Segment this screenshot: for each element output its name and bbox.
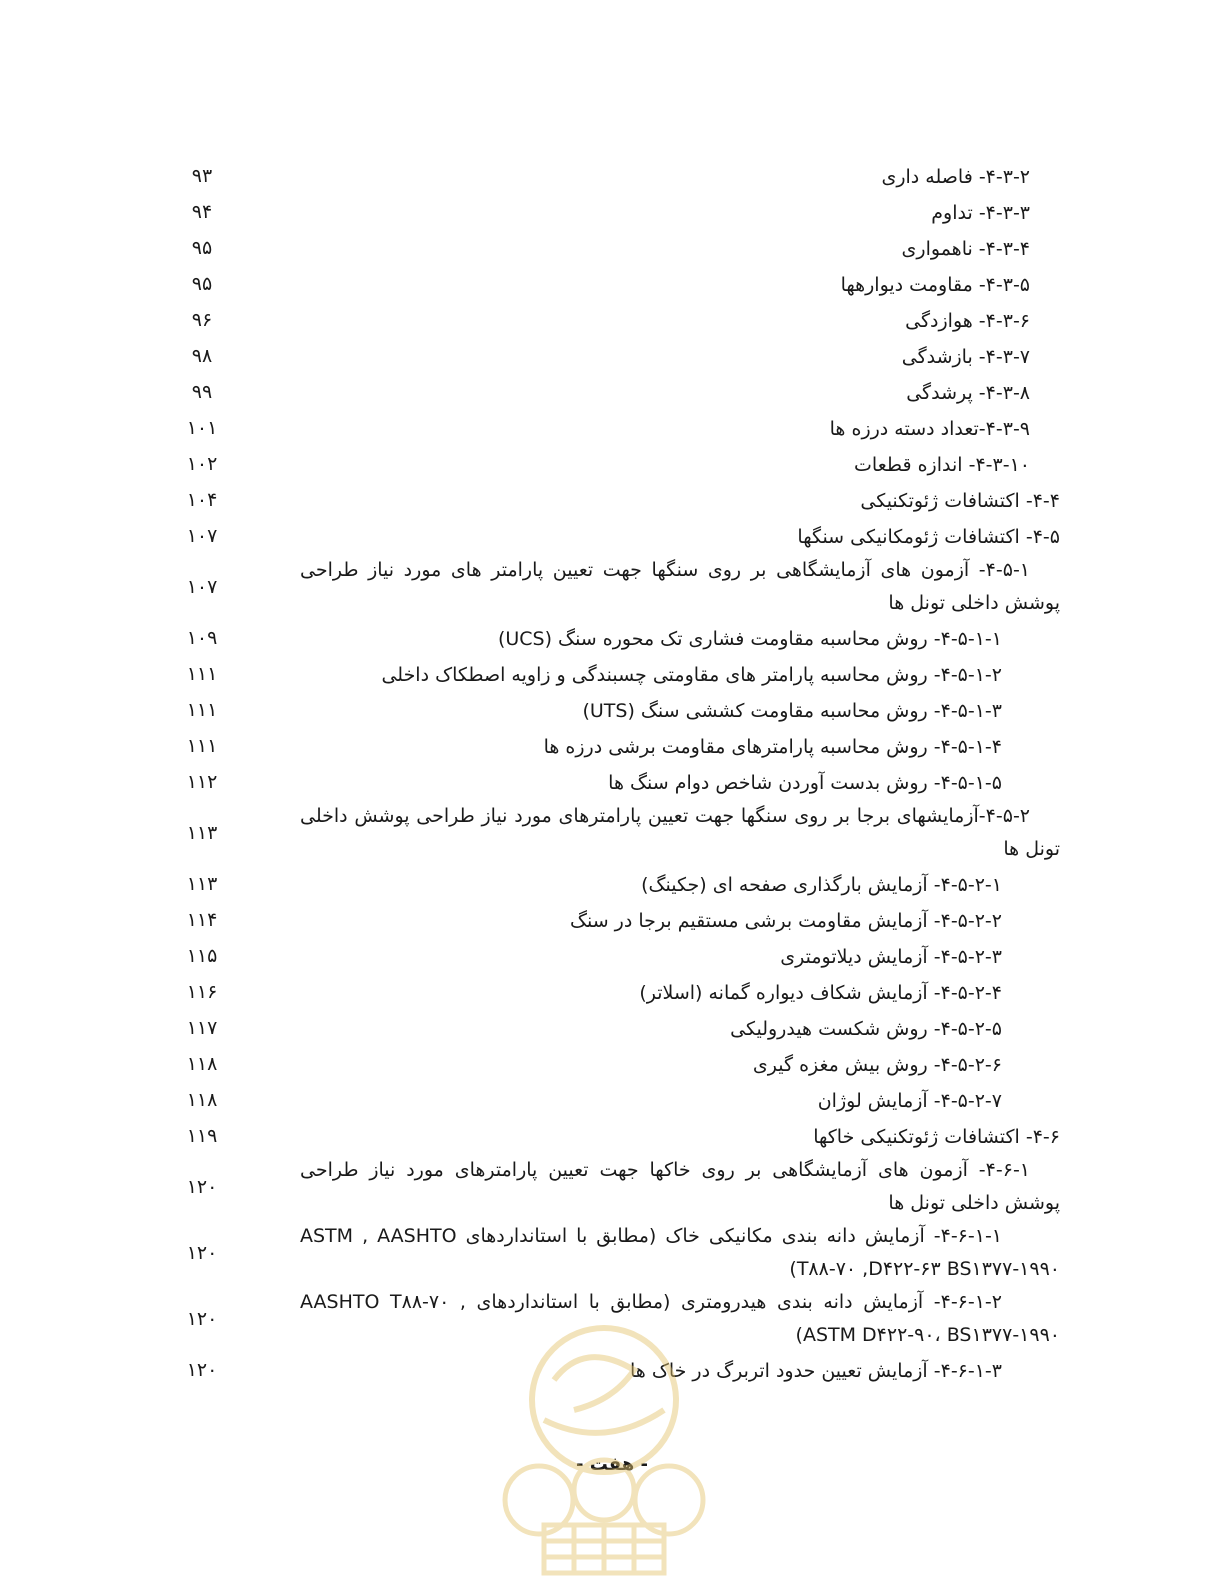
toc-entry-title: ۴-۳-۴- ناهمواری xyxy=(901,238,1030,260)
toc-entry-page-number: ۱۲۰ xyxy=(186,1308,218,1330)
toc-row xyxy=(180,1082,1060,1118)
toc-entry-page-number: ۱۱۱ xyxy=(186,735,218,757)
toc-row xyxy=(180,338,1060,374)
toc-entry-page-number: ۱۱۷ xyxy=(186,1017,218,1039)
toc-entry-page-number: ۱۲۰ xyxy=(186,1176,218,1198)
toc-entry-page-number: ۹۵ xyxy=(191,273,213,295)
toc-entry-page-number: ۹۳ xyxy=(191,165,213,187)
toc-row xyxy=(180,446,1060,482)
toc-entry-page-number: ۱۲۰ xyxy=(186,1242,218,1264)
toc-entry-page-number: ۱۱۳ xyxy=(186,822,218,844)
toc-row xyxy=(180,518,1060,554)
toc-entry-title: ۴-۳-۹-تعداد دسته درزه ها xyxy=(829,418,1030,440)
toc-row xyxy=(180,1352,1060,1388)
toc-entry-title: ۴-۵-۱-۴- روش محاسبه پارامترهای مقاومت برشی درزه ها xyxy=(543,736,1002,758)
toc-row xyxy=(180,974,1060,1010)
toc-entry-title: ۴-۶-۱- آزمون های آزمایشگاهی بر روی خاکها جهت تعیین پارامترهای مورد نیاز طراحی پوشش داخلی تونل ها xyxy=(300,1159,1060,1214)
toc-entry-title: ۴-۴- اکتشافات ژئوتکنیکی xyxy=(860,490,1060,512)
toc-entry-title: ۴-۵-۱-۵- روش بدست آوردن شاخص دوام سنگ ها xyxy=(608,772,1002,794)
toc-row xyxy=(180,1010,1060,1046)
toc-row xyxy=(180,620,1060,656)
toc-entry-page-number: ۱۲۰ xyxy=(186,1359,218,1381)
toc-row xyxy=(180,692,1060,728)
toc-row xyxy=(180,230,1060,266)
toc-entry-page-number: ۱۱۸ xyxy=(186,1053,218,1075)
table-of-contents xyxy=(180,158,1060,1388)
toc-entry-title: ۴-۵-۱-۲- روش محاسبه پارامتر های مقاومتی چسبندگی و زاویه اصطکاک داخلی xyxy=(381,664,1002,686)
toc-entry-title: ۴-۳-۸- پرشدگی xyxy=(906,382,1030,404)
toc-row xyxy=(180,554,1060,620)
toc-row xyxy=(180,902,1060,938)
toc-entry-title: ۴-۶-۱-۳- آزمایش تعیین حدود اتربرگ در خاک ها xyxy=(629,1360,1002,1382)
toc-entry-page-number: ۱۰۴ xyxy=(186,489,218,511)
toc-entry-title: ۴-۵-۱- آزمون های آزمایشگاهی بر روی سنگها جهت تعیین پارامتر های مورد نیاز طراحی پوشش داخلی تونل ها xyxy=(300,559,1060,614)
toc-entry-title: ۴-۵-۱-۳- روش محاسبه مقاومت کششی سنگ (UTS) xyxy=(582,700,1002,722)
toc-row xyxy=(180,374,1060,410)
toc-entry-title: ۴-۵-۲-۷- آزمایش لوژان xyxy=(817,1090,1002,1112)
toc-row xyxy=(180,410,1060,446)
toc-entry-page-number: ۹۵ xyxy=(191,237,213,259)
toc-row xyxy=(180,656,1060,692)
toc-entry-title: ۴-۵-۲-۶- روش بیش مغزه گیری xyxy=(752,1054,1002,1076)
toc-entry-page-number: ۱۰۹ xyxy=(186,627,218,649)
toc-row xyxy=(180,194,1060,230)
toc-entry-title: ۴-۳-۷- بازشدگی xyxy=(901,346,1030,368)
toc-entry-title: ۴-۳-۳- تداوم xyxy=(931,202,1030,224)
toc-entry-page-number: ۹۶ xyxy=(191,309,213,331)
toc-entry-page-number: ۱۱۲ xyxy=(186,771,218,793)
page-footer xyxy=(0,1454,1224,1475)
toc-entry-page-number: ۱۱۴ xyxy=(186,909,218,931)
toc-entry-page-number: ۹۸ xyxy=(191,345,213,367)
toc-entry-title: ۴-۳-۶- هوازدگی xyxy=(905,310,1030,332)
toc-row xyxy=(180,1154,1060,1220)
toc-entry-page-number: ۱۰۱ xyxy=(186,417,218,439)
toc-entry-page-number: ۹۴ xyxy=(191,201,213,223)
toc-row xyxy=(180,482,1060,518)
toc-entry-title: ۴-۵-۲-آزمایشهای برجا بر روی سنگها جهت تعیین پارامترهای مورد نیاز طراحی پوشش داخلی تونل ها xyxy=(300,805,1060,860)
toc-entry-page-number: ۱۱۱ xyxy=(186,699,218,721)
toc-entry-page-number: ۱۱۱ xyxy=(186,663,218,685)
toc-entry-title: ۴-۵-۲-۱- آزمایش بارگذاری صفحه ای (جکینگ) xyxy=(641,874,1002,896)
toc-entry-page-number: ۱۱۵ xyxy=(186,945,218,967)
toc-entry-title: ۴-۶- اکتشافات ژئوتکنیکی خاکها xyxy=(813,1126,1060,1148)
toc-entry-title: ۴-۵-۲-۵- روش شکست هیدرولیکی xyxy=(730,1018,1002,1040)
toc-entry-title: ۴-۶-۱-۲- آزمایش دانه بندی هیدرومتری (مطابق با استانداردهای , AASHTO T۸۸-۷۰ ASTM D۴۲۲-۹۰، BS۱۳۷۷-۱۹۹۰) xyxy=(300,1291,1060,1346)
toc-row xyxy=(180,1046,1060,1082)
toc-entry-title: ۴-۶-۱-۱- آزمایش دانه بندی مکانیکی خاک (مطابق با استانداردهای ASTM , AASHTO T۸۸-۷۰ ,D۴۲۲-۶۳ BS۱۳۷۷-۱۹۹۰) xyxy=(300,1225,1060,1280)
toc-entry-title: ۴-۵-۱-۱- روش محاسبه مقاومت فشاری تک محوره سنگ (UCS) xyxy=(497,628,1002,650)
toc-row xyxy=(180,1286,1060,1352)
page-number-label: - هفت - xyxy=(576,1454,648,1475)
toc-entry-page-number: ۱۱۹ xyxy=(186,1125,218,1147)
toc-row xyxy=(180,800,1060,866)
toc-row xyxy=(180,1118,1060,1154)
toc-entry-title: ۴-۵-۲-۲- آزمایش مقاومت برشی مستقیم برجا در سنگ xyxy=(569,910,1002,932)
toc-row xyxy=(180,266,1060,302)
toc-entry-page-number: ۹۹ xyxy=(191,381,213,403)
toc-row xyxy=(180,158,1060,194)
toc-entry-page-number: ۱۱۸ xyxy=(186,1089,218,1111)
toc-entry-title: ۴-۵-۲-۳- آزمایش دیلاتومتری xyxy=(780,946,1002,968)
toc-entry-page-number: ۱۰۷ xyxy=(186,576,218,598)
toc-entry-title: ۴-۳-۵- مقاومت دیوارهها xyxy=(840,274,1030,296)
toc-entry-title: ۴-۳-۲- فاصله داری xyxy=(881,166,1030,188)
toc-entry-title: ۴-۵-۲-۴- آزمایش شکاف دیواره گمانه (اسلاتر) xyxy=(639,982,1002,1004)
toc-row xyxy=(180,1220,1060,1286)
toc-entry-title: ۴-۳-۱۰- اندازه قطعات xyxy=(854,454,1030,476)
toc-row xyxy=(180,302,1060,338)
toc-entry-page-number: ۱۱۳ xyxy=(186,873,218,895)
toc-entry-page-number: ۱۱۶ xyxy=(186,981,218,1003)
toc-row xyxy=(180,728,1060,764)
toc-row xyxy=(180,764,1060,800)
toc-row xyxy=(180,866,1060,902)
toc-entry-title: ۴-۵- اکتشافات ژئومکانیکی سنگها xyxy=(797,526,1060,548)
toc-row xyxy=(180,938,1060,974)
toc-entry-page-number: ۱۰۲ xyxy=(186,453,218,475)
toc-entry-page-number: ۱۰۷ xyxy=(186,525,218,547)
